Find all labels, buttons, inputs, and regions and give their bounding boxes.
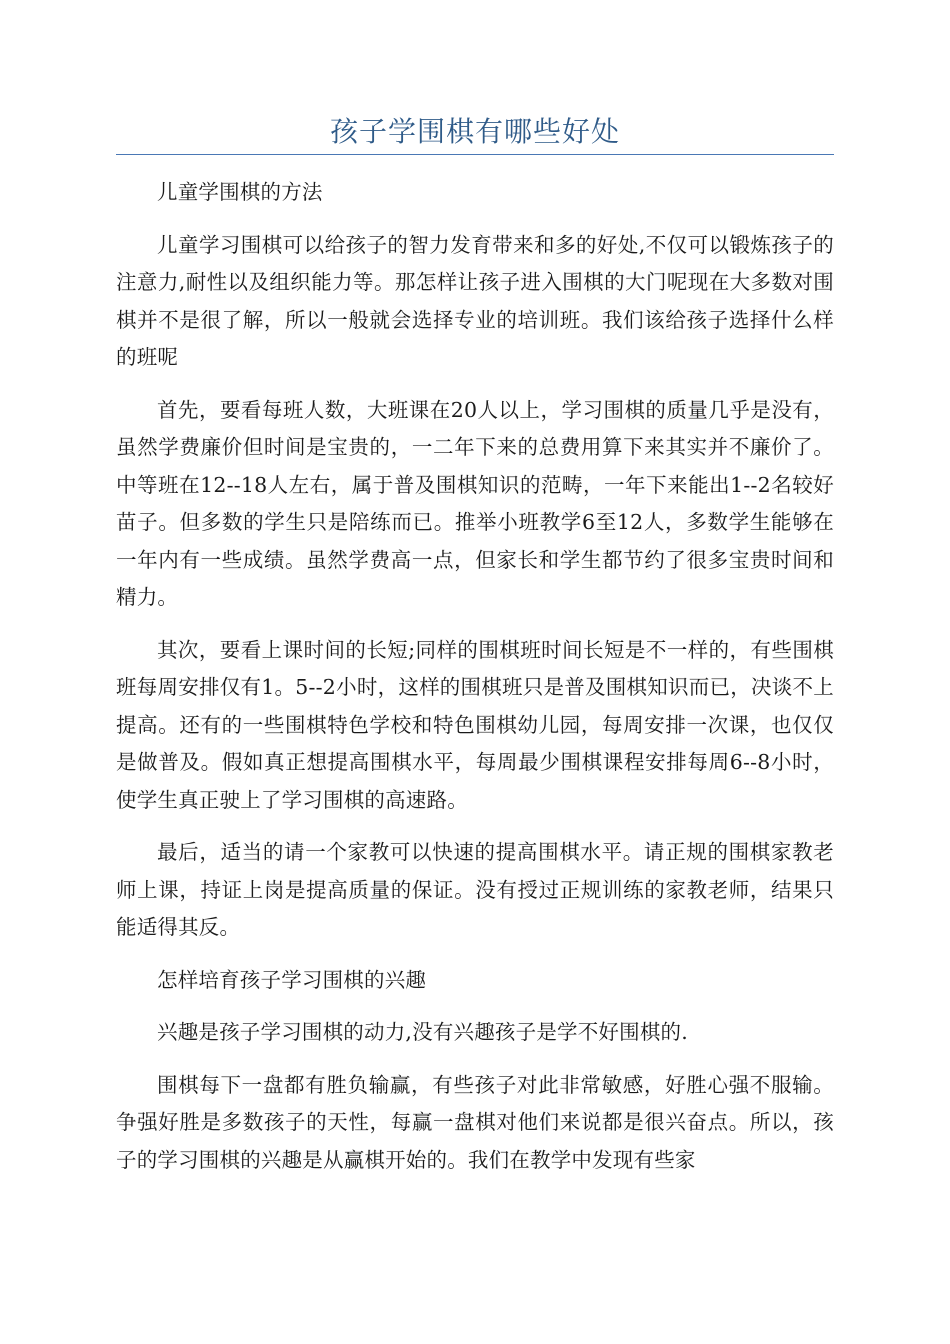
paragraph-second: 其次，要看上课时间的长短;同样的围棋班时间长短是不一样的，有些围棋班每周安排仅有1。5--2小时，这样的围棋班只是普及围棋知识而已，决谈不上提高。还有的一些围棋特色学校和特色围棋幼儿园，每周安排一次课，也仅仅是做普及。假如真正想提高围棋水平，每周最少围棋课程安排每周6--8小时，使学生真正驶上了学习围棋的高速路。	[116, 637, 834, 812]
paragraph-last: 最后，适当的请一个家教可以快速的提高围棋水平。请正规的围棋家教老师上课，持证上岗是提高质量的保证。没有授过正规训练的家教老师，结果只能适得其反。	[116, 840, 834, 939]
paragraph-intro: 儿童学习围棋可以给孩子的智力发育带来和多的好处,不仅可以锻炼孩子的注意力,耐性以及组织能力等。那怎样让孩子进入围棋的大门呢现在大多数对围棋并不是很了解，所以一般就会选择专业的培训班。我们该给孩子选择什么样的班呢	[116, 232, 834, 369]
paragraph-first: 首先，要看每班人数，大班课在20人以上，学习围棋的质量几乎是没有，虽然学费廉价但时间是宝贵的，一二年下来的总费用算下来其实并不廉价了。中等班在12--18人左右，属于普及围棋知识的范畴，一年下来能出1--2名较好苗子。但多数的学生只是陪练而已。推举小班教学6至12人，多数学生能够在一年内有一些成绩。虽然学费高一点，但家长和学生都节约了很多宝贵时间和精力。	[116, 397, 834, 609]
page-title: 孩子学围棋有哪些好处	[329, 115, 620, 148]
title-underline	[116, 154, 834, 155]
paragraph-winning: 围棋每下一盘都有胜负输赢，有些孩子对此非常敏感，好胜心强不服输。争强好胜是多数孩子的天性，每赢一盘棋对他们来说都是很兴奋点。所以，孩子的学习围棋的兴趣是从赢棋开始的。我们在教学中发现有些家	[116, 1072, 834, 1172]
section-heading-interest: 怎样培育孩子学习围棋的兴趣	[157, 967, 427, 992]
document-body	[116, 174, 834, 1194]
paragraph-interest: 兴趣是孩子学习围棋的动力,没有兴趣孩子是学不好围棋的.	[157, 1020, 688, 1044]
section-heading-methods: 儿童学围棋的方法	[157, 180, 323, 204]
